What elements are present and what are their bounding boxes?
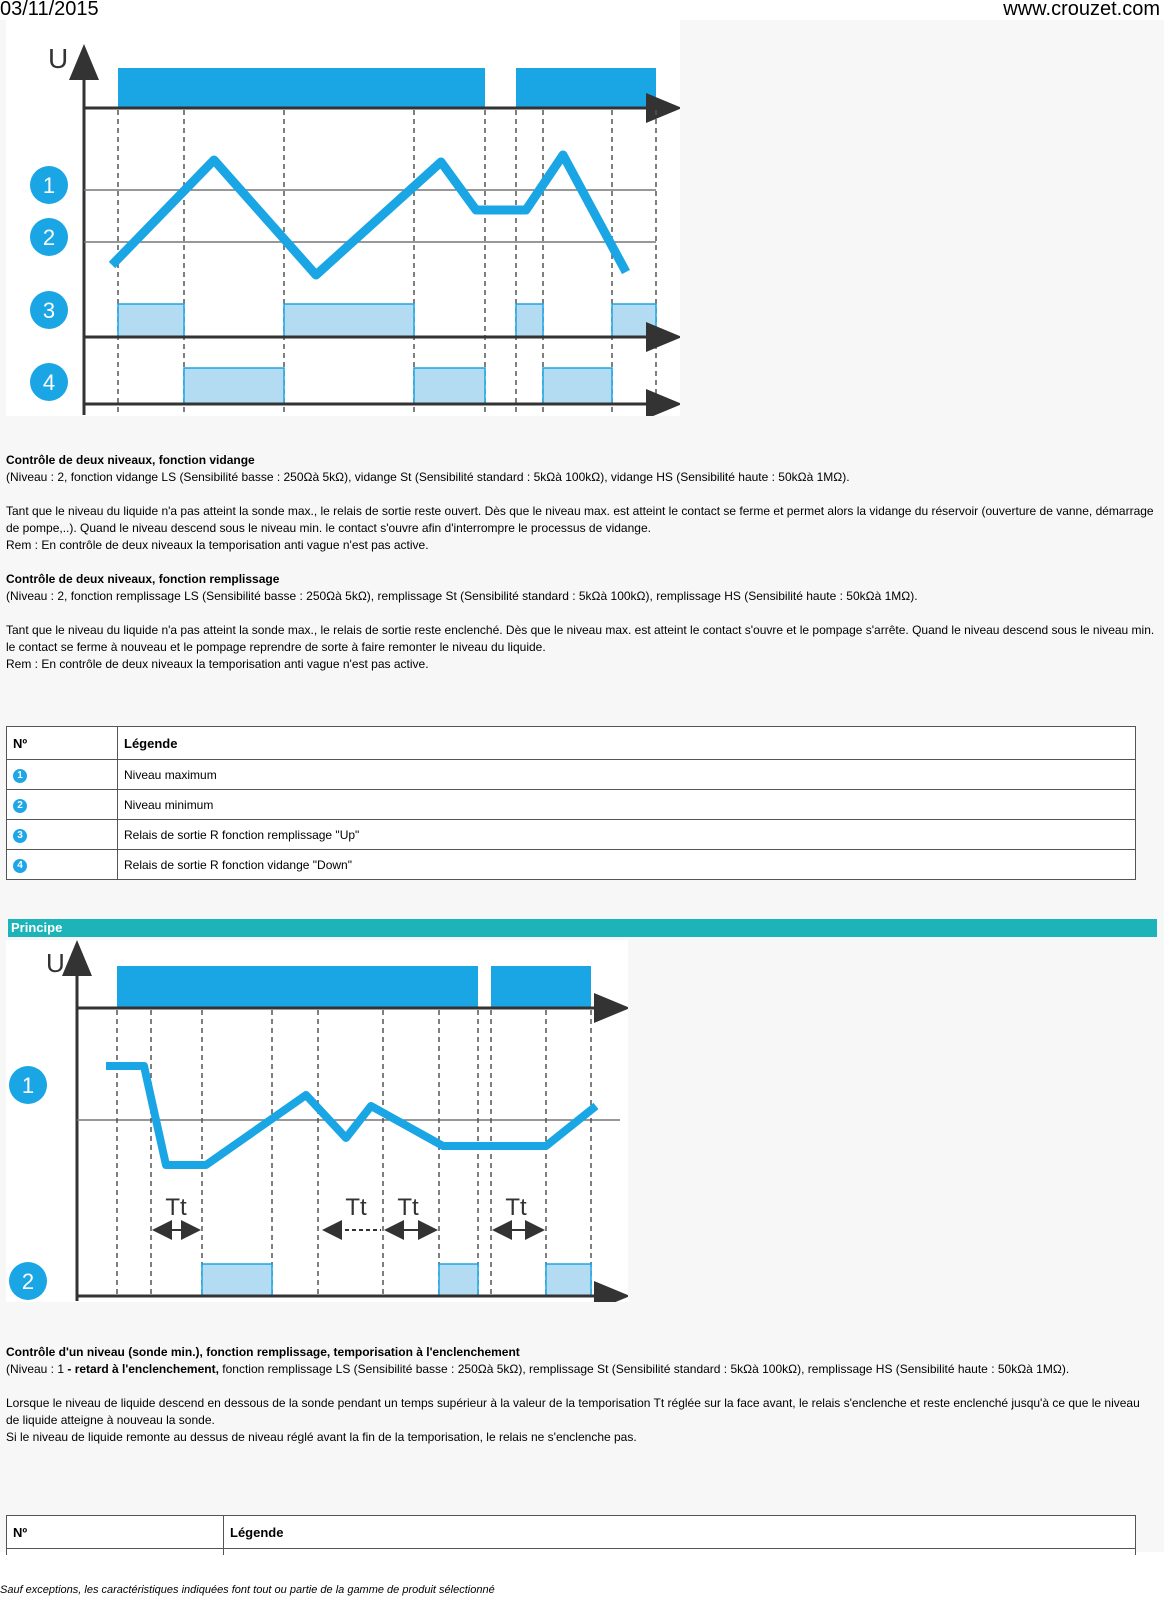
tt-label-1: Tt bbox=[165, 1194, 187, 1221]
relay-pulse-3 bbox=[546, 1264, 591, 1296]
table-row bbox=[7, 760, 1136, 790]
level-curve bbox=[106, 1066, 596, 1165]
tt-label-4: Tt bbox=[505, 1194, 527, 1221]
diagram-one-level bbox=[6, 940, 628, 1302]
one-level-body-2: Si le niveau de liquide remonte au dessus de niveau réglé avant la fin de la temporisation, le relais ne s'enclenche pas. bbox=[6, 1430, 637, 1444]
table-row bbox=[7, 820, 1136, 850]
remplissage-params: (Niveau : 2, fonction remplissage LS (Sensibilité basse : 250Ωà 5kΩ), remplissage St (Sensibilité standard : 5kΩà 100kΩ), remplissage HS (Sensibilité haute : 50kΩà 1MΩ). bbox=[6, 589, 918, 603]
legend-table-2 bbox=[6, 1515, 1136, 1555]
vidange-rem: Rem : En contrôle de deux niveaux la temporisation anti vague n'est pas active. bbox=[6, 538, 429, 552]
svg-text:2: 2 bbox=[21, 1269, 35, 1294]
number-4-icon: 4 bbox=[13, 859, 27, 873]
svg-text:1: 1 bbox=[42, 173, 56, 198]
relay-down-pulse-3 bbox=[543, 368, 612, 404]
header-site[interactable]: www.crouzet.com bbox=[1003, 0, 1160, 20]
svg-text:1: 1 bbox=[21, 1073, 35, 1098]
tt-label-3: Tt bbox=[397, 1194, 419, 1221]
axis-u-label: U bbox=[46, 948, 65, 978]
number-1-icon: 1 bbox=[13, 769, 27, 783]
legend-text: Relais de sortie R fonction remplissage "Up" bbox=[118, 820, 1136, 850]
remplissage-title: Contrôle de deux niveaux, fonction remplissage bbox=[6, 572, 280, 586]
relay-up-pulse-4 bbox=[612, 304, 656, 337]
relay-pulse-1 bbox=[202, 1264, 272, 1296]
number-2-icon: 2 bbox=[13, 799, 27, 813]
tt-label-2: Tt bbox=[345, 1194, 367, 1221]
number-3-icon: 3 bbox=[13, 829, 27, 843]
one-level-body-1: Lorsque le niveau de liquide descend en dessous de la sonde pendant un temps supérieur à la valeur de la temporisation Tt réglée sur la face avant, le relais s'enclenche et reste enclenché jusqu'à ce que le niveau de liquide atteigne à nouveau la sonde. bbox=[6, 1396, 1140, 1427]
remplissage-body: Tant que le niveau du liquide n'a pas atteint la sonde max., le relais de sortie reste enclenché. Dès que le niveau max. est atteint le contact s'ouvre et le pompage s'arrête. Quand le niveau descend sous le niveau min. le contact se ferme à nouveau et le pompage reprendre de sorte à faire remonter le niveau du liquide. bbox=[6, 623, 1155, 654]
relay-down-pulse-2 bbox=[414, 368, 485, 404]
table-row bbox=[7, 1549, 1136, 1556]
section-two-levels-text bbox=[6, 452, 1156, 673]
legend-table-1 bbox=[6, 726, 1136, 880]
legend-text: Niveau maximum bbox=[118, 760, 1136, 790]
table-row bbox=[7, 790, 1136, 820]
vidange-title: Contrôle de deux niveaux, fonction vidange bbox=[6, 453, 255, 467]
vidange-params: (Niveau : 2, fonction vidange LS (Sensibilité basse : 250Ωà 5kΩ), vidange St (Sensibilité standard : 5kΩà 100kΩ), vidange HS (Sensibilité haute : 50kΩà 1MΩ). bbox=[6, 470, 850, 484]
legend-header-legend: Légende bbox=[224, 1516, 1136, 1549]
legend-text: Niveau minimum bbox=[118, 790, 1136, 820]
one-level-title: Contrôle d'un niveau (sonde min.), fonction remplissage, temporisation à l'enclenchement bbox=[6, 1345, 520, 1359]
principe-section-bar: Principe bbox=[8, 919, 1157, 937]
one-level-params: (Niveau : 1 - retard à l'enclenchement, fonction remplissage LS (Sensibilité basse : 250Ωà 5kΩ), remplissage St (Sensibilité standard : 5kΩà 100kΩ), remplissage HS (Sensibilité haute : 50kΩà 1MΩ). bbox=[6, 1362, 1070, 1376]
supply-pulse-2 bbox=[491, 966, 591, 1008]
legend-header-no: Nº bbox=[7, 1516, 224, 1549]
supply-pulse-2 bbox=[516, 68, 656, 108]
header-date: 03/11/2015 bbox=[0, 0, 99, 20]
remplissage-rem: Rem : En contrôle de deux niveaux la temporisation anti vague n'est pas active. bbox=[6, 657, 429, 671]
relay-up-pulse-3 bbox=[516, 304, 543, 337]
supply-pulse-1 bbox=[117, 966, 478, 1008]
relay-down-pulse-1 bbox=[184, 368, 284, 404]
legend-text: Relais de sortie R fonction vidange "Down" bbox=[118, 850, 1136, 880]
section-one-level-text bbox=[6, 1344, 1156, 1446]
relay-up-pulse-1 bbox=[118, 304, 184, 337]
svg-text:4: 4 bbox=[42, 370, 56, 395]
svg-text:3: 3 bbox=[42, 298, 56, 323]
supply-pulse-1 bbox=[118, 68, 485, 108]
footer-disclaimer: Sauf exceptions, les caractéristiques indiquées font tout ou partie de la gamme de produit sélectionné bbox=[0, 1584, 495, 1596]
legend-header-legend: Légende bbox=[118, 727, 1136, 760]
level-curve bbox=[112, 155, 626, 275]
legend-header-no: Nº bbox=[7, 727, 118, 760]
relay-up-pulse-2 bbox=[284, 304, 414, 337]
svg-text:2: 2 bbox=[42, 225, 56, 250]
vidange-body: Tant que le niveau du liquide n'a pas atteint la sonde max., le relais de sortie reste ouvert. Dès que le niveau max. est atteint le contact se ferme et permet alors la vidange du réservoir (ouverture de vanne, démarrage de pompe,..). Quand le niveau descend sous le niveau min. le contact s'ouvre afin d'interrompre le processus de vidange. bbox=[6, 504, 1154, 535]
axis-u-label: U bbox=[48, 43, 69, 74]
diagram-two-levels bbox=[6, 20, 680, 416]
table-row bbox=[7, 850, 1136, 880]
relay-pulse-2 bbox=[439, 1264, 478, 1296]
